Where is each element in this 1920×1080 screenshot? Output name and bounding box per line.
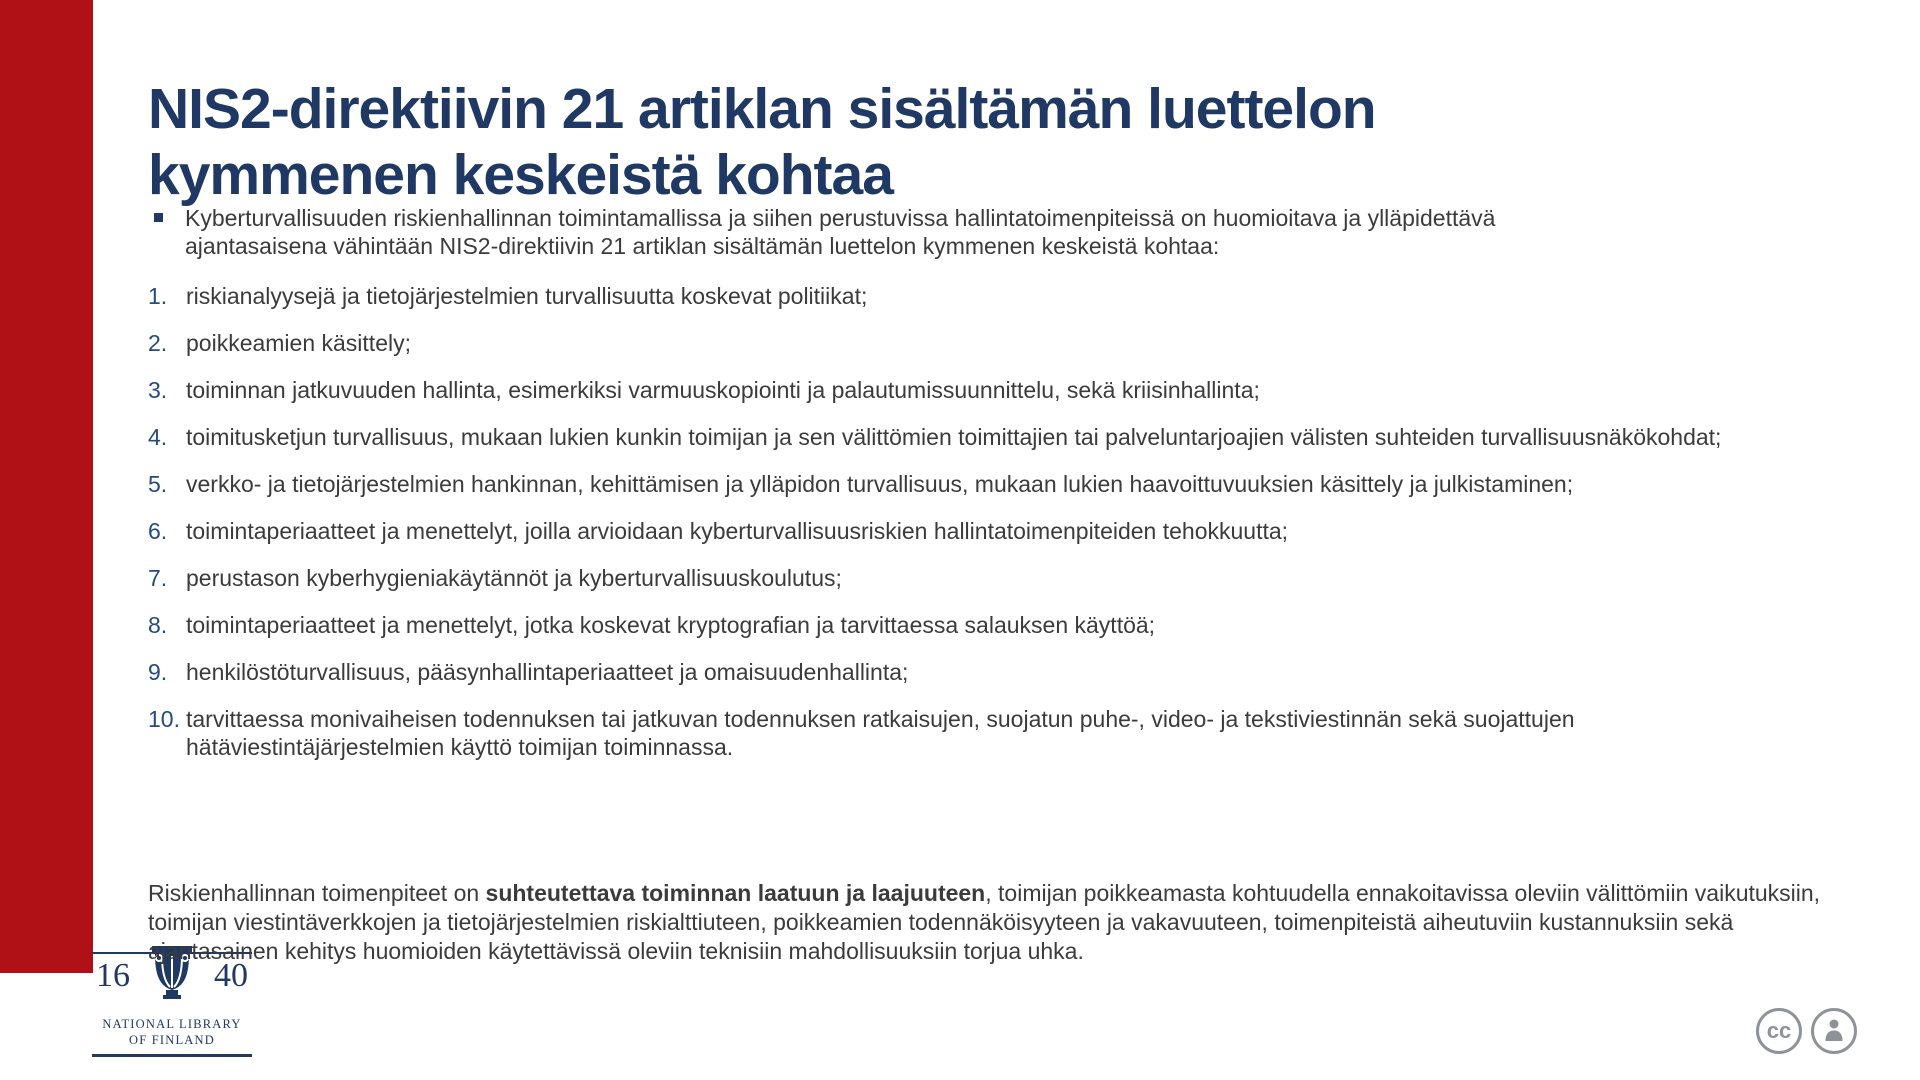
- list-item: [148, 611, 1833, 639]
- closing-bold: suhteutettava toiminnan laatuun ja laajuuteen: [485, 880, 986, 906]
- slide-title-line1: NIS2-direktiivin 21 artiklan sisältämän luettelon: [148, 77, 1376, 142]
- list-item-text: henkilöstöturvallisuus, pääsynhallintaperiaatteet ja omaisuudenhallinta;: [186, 659, 909, 685]
- list-item-number: 7.: [148, 565, 168, 591]
- list-item-text: tarvittaessa monivaiheisen todennuksen tai jatkuvan todennuksen ratkaisujen, suojatun puhe-, video- ja tekstiviestinnän sekä suojattujen hätäviestintäjärjestelmien käyttö toimijan toiminnassa.: [186, 706, 1575, 760]
- intro-text-line2: ajantasaisena vähintään NIS2-direktiivin 21 artiklan sisältämän luettelon kymmenen keskeistä kohtaa:: [185, 233, 1220, 259]
- list-item-number: 4.: [148, 424, 168, 450]
- attribution-person-icon: [1811, 1008, 1857, 1054]
- cc-license-icon: [1756, 1008, 1802, 1054]
- list-item: [148, 329, 1833, 357]
- cc-license-label: cc: [1766, 1018, 1792, 1043]
- logo-org-name: [92, 1016, 252, 1048]
- list-item-number: 2.: [148, 330, 168, 356]
- list-item: [148, 282, 1833, 310]
- slide-title: [148, 76, 1848, 208]
- list-item-text: poikkeamien käsittely;: [186, 330, 411, 356]
- intro-text: [185, 204, 1495, 260]
- left-accent-bar: [0, 0, 93, 973]
- list-item: [148, 517, 1833, 545]
- list-item: [148, 658, 1833, 686]
- logo-year-left: 16: [96, 957, 130, 994]
- bullet-marker: [148, 204, 185, 260]
- list-item-number: 10.: [148, 706, 180, 732]
- closing-paragraph: [148, 879, 1828, 966]
- list-item-text: toimintaperiaatteet ja menettelyt, joilla arvioidaan kyberturvallisuusriskien hallintatoimenpiteiden tehokkuutta;: [186, 518, 1289, 544]
- list-item-text: riskianalyysejä ja tietojärjestelmien turvallisuutta koskevat politiikat;: [186, 283, 868, 309]
- list-item: [148, 564, 1833, 592]
- intro-paragraph: [148, 204, 1833, 260]
- slide-title-line2: kymmenen keskeistä kohtaa: [148, 143, 893, 208]
- list-item-number: 3.: [148, 377, 168, 403]
- list-item-number: 1.: [148, 283, 168, 309]
- national-library-logo: [92, 952, 252, 1057]
- list-item-text: verkko- ja tietojärjestelmien hankinnan, kehittämisen ja ylläpidon turvallisuus, mukaan lukien haavoittuvuuksien käsittely ja julkistaminen;: [186, 471, 1574, 497]
- list-item-text: perustason kyberhygieniakäytännöt ja kyberturvallisuuskoulutus;: [186, 565, 842, 591]
- list-item-text: toiminnan jatkuvuuden hallinta, esimerkiksi varmuuskopiointi ja palautumissuunnittelu, sekä kriisinhallinta;: [186, 377, 1260, 403]
- slide-body: [148, 204, 1833, 780]
- intro-text-line1: Kyberturvallisuuden riskienhallinnan toimintamallissa ja siihen perustuvissa hallintatoimenpiteissä on huomioitava ja ylläpidettävä: [185, 205, 1496, 231]
- logo-org-line1: NATIONAL LIBRARY: [102, 1017, 242, 1031]
- bullet-square-icon: [154, 213, 163, 222]
- license-badges: [1756, 1008, 1857, 1054]
- logo-bottom-rule: [92, 1054, 252, 1057]
- list-item-text: toimitusketjun turvallisuus, mukaan lukien kunkin toimijan ja sen välittömien toimittajien tai palveluntarjoajien välisten suhteiden turvallisuusnäkökohdat;: [186, 424, 1722, 450]
- list-item-number: 5.: [148, 471, 168, 497]
- list-item: [148, 423, 1833, 451]
- list-item: [148, 376, 1833, 404]
- logo-year-right: 40: [214, 957, 248, 994]
- logo-org-line2: OF FINLAND: [129, 1033, 215, 1047]
- key-points-list: [148, 282, 1833, 761]
- closing-prefix: Riskienhallinnan toimenpiteet on: [148, 880, 486, 906]
- closing-suffix: , toimijan poikkeamasta kohtuudella ennakoitavissa oleviin välittömiin vaikutuksiin, toimijan viestintäverkkojen ja tietojärjestelmien riskialttiuteen, poikkeamien todennäköisyyteen ja vakavuuteen, toimenpiteistä aiheutuviin kustannuksiin sekä ajantasainen kehitys huomioiden käytettävissä oleviin teknisiin mahdollisuuksiin torjua uhka.: [148, 880, 1821, 964]
- list-item: [148, 470, 1833, 498]
- list-item-text: toimintaperiaatteet ja menettelyt, jotka koskevat kryptografian ja tarvittaessa salauksen käyttöä;: [186, 612, 1156, 638]
- list-item-number: 8.: [148, 612, 168, 638]
- list-item-number: 6.: [148, 518, 168, 544]
- list-item-number: 9.: [148, 659, 168, 685]
- list-item: [148, 705, 1833, 761]
